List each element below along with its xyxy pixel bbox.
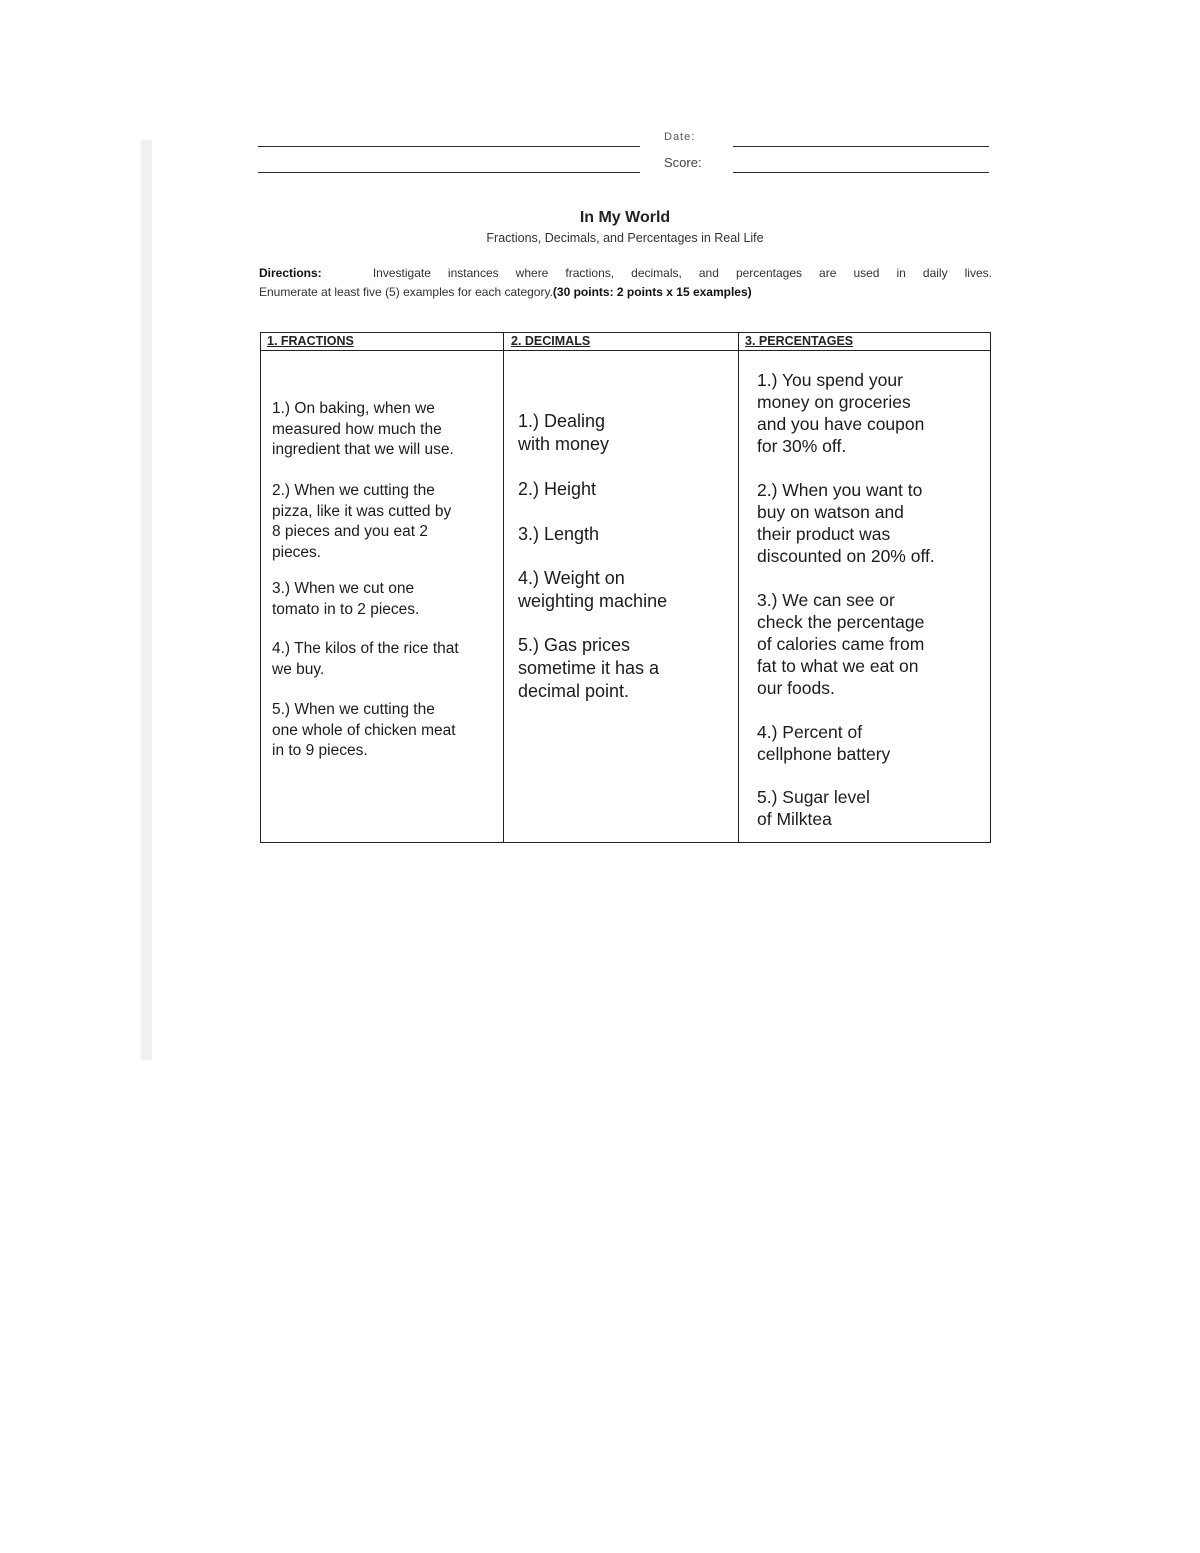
fractions-example-line: in to 9 pieces. <box>272 742 368 759</box>
percentages-example-line: fat to what we eat on <box>757 656 919 676</box>
decimals-example-4 <box>518 567 667 613</box>
percentages-example-line: money on groceries <box>757 392 911 412</box>
percentages-example-line: cellphone battery <box>757 744 891 764</box>
directions <box>259 264 992 302</box>
fractions-example-line: tomato in to 2 pieces. <box>272 600 420 618</box>
decimals-example-line: 4.) Weight on <box>518 568 625 588</box>
fractions-example-line: 8 pieces and you eat 2 <box>272 523 428 540</box>
fractions-example-line: we buy. <box>272 660 325 678</box>
percentages-example-line: buy on watson and <box>757 502 904 522</box>
decimals-example-line: 1.) Dealing <box>518 411 606 431</box>
decimals-example-line: with money <box>518 434 610 454</box>
percentages-example-line: their product was <box>757 524 891 544</box>
fractions-example-line: pieces. <box>272 543 322 561</box>
name-line <box>258 146 640 147</box>
decimals-example-1 <box>518 410 609 456</box>
percentages-example-5 <box>757 786 870 830</box>
table-header-divider <box>261 350 990 351</box>
percentages-example-line: of calories came from <box>757 634 925 654</box>
directions-label: Directions: <box>259 266 322 280</box>
decimals-example-3 <box>518 523 599 546</box>
percentages-example-line: 5.) Sugar level <box>757 787 870 807</box>
percentages-example-2 <box>757 479 935 567</box>
fractions-example-5 <box>272 700 456 762</box>
directions-text-1: Investigate instances where fractions, decimals, and percentages are used in daily lives. <box>372 266 992 280</box>
percentages-example-3 <box>757 589 924 699</box>
percentages-example-line: 1.) You spend your <box>757 370 903 390</box>
fractions-example-line: 5.) When we cutting the <box>272 701 435 718</box>
percentages-example-4 <box>757 721 890 765</box>
decimals-example-line: decimal point. <box>518 681 630 701</box>
fractions-example-line: 1.) On baking, when we <box>272 400 435 417</box>
percentages-example-line: 4.) Percent of <box>757 722 863 742</box>
decimals-example-line: 5.) Gas prices <box>518 635 631 655</box>
score-label: Score: <box>664 155 702 170</box>
fractions-example-4 <box>272 639 459 680</box>
percentages-example-line: and you have coupon <box>757 414 925 434</box>
header-decimals: 2. DECIMALS <box>511 334 591 348</box>
fractions-example-2 <box>272 481 451 563</box>
column-divider-1 <box>503 333 504 842</box>
fractions-example-3 <box>272 579 419 620</box>
decimals-example-line: weighting machine <box>518 591 668 611</box>
decimals-example-line: 2.) Height <box>518 479 597 499</box>
fractions-example-line: measured how much the <box>272 420 442 438</box>
fractions-example-line: ingredient that we will use. <box>272 441 454 458</box>
directions-line-1 <box>259 264 992 283</box>
directions-text-2: Enumerate at least five (5) examples for each category. <box>259 285 553 299</box>
percentages-example-1 <box>757 369 924 457</box>
decimals-example-5 <box>518 634 659 703</box>
fractions-example-line: 4.) The kilos of the rice that <box>272 640 459 657</box>
percentages-example-line: 3.) We can see or <box>757 590 895 610</box>
header-percentages: 3. PERCENTAGES <box>745 334 854 348</box>
date-line <box>733 146 989 147</box>
page-left-strip <box>141 140 152 1060</box>
percentages-example-line: check the percentage <box>757 612 925 632</box>
percentages-example-line: of Milktea <box>757 809 832 829</box>
header-fractions: 1. FRACTIONS <box>267 334 354 348</box>
worksheet-subtitle: Fractions, Decimals, and Percentages in Real Life <box>486 231 764 245</box>
decimals-example-2 <box>518 478 596 501</box>
column-divider-2 <box>738 333 739 842</box>
fractions-example-line: one whole of chicken meat <box>272 721 456 739</box>
percentages-example-line: discounted on 20% off. <box>757 546 935 566</box>
fractions-example-line: 3.) When we cut one <box>272 580 415 597</box>
fractions-example-line: pizza, like it was cutted by <box>272 502 452 520</box>
examples-table <box>260 332 991 843</box>
worksheet-title: In My World <box>579 209 671 226</box>
percentages-example-line: our foods. <box>757 678 835 698</box>
section-line <box>258 172 640 173</box>
decimals-example-line: sometime it has a <box>518 658 660 678</box>
percentages-example-line: for 30% off. <box>757 436 847 456</box>
fractions-example-line: 2.) When we cutting the <box>272 482 435 499</box>
date-label: Date: <box>664 131 696 143</box>
score-line <box>733 172 989 173</box>
decimals-example-line: 3.) Length <box>518 524 600 544</box>
directions-points: (30 points: 2 points x 15 examples) <box>552 285 752 299</box>
percentages-example-line: 2.) When you want to <box>757 480 923 500</box>
fractions-example-1 <box>272 399 454 461</box>
